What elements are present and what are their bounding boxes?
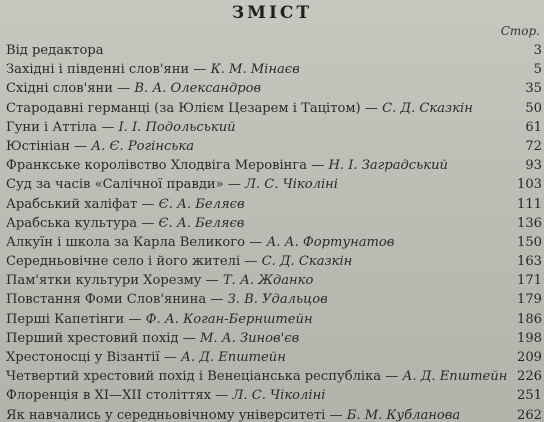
entry-page-number: 93 <box>525 158 542 174</box>
toc-entry-text <box>6 348 512 367</box>
entry-title: Середньовічне село і його жителі — <box>6 254 262 270</box>
entry-author: А. Д. Епштейн <box>402 369 508 385</box>
table-of-contents <box>6 41 544 422</box>
entry-page-number: 72 <box>525 138 542 154</box>
entry-title: Юстініан — <box>6 138 92 154</box>
entry-page-number: 5 <box>533 62 542 78</box>
entry-author: Ф. А. Коган-Бернштейн <box>145 311 313 327</box>
toc-entry-text <box>6 175 512 194</box>
entry-author: Л. С. Чіколіні <box>232 388 326 404</box>
toc-entry <box>6 406 544 422</box>
entry-page-number: 251 <box>517 388 542 404</box>
entry-page-number: 209 <box>517 350 542 365</box>
entry-title: Західні і південні слов'яни — <box>6 62 211 78</box>
entry-author: А. Д. Епштейн <box>181 350 286 365</box>
entry-title: Франкське королівство Хлодвіга Меровінга — <box>6 158 329 174</box>
entry-title: Алкуїн і школа за Карла Великого — <box>6 234 267 250</box>
toc-entry-text <box>6 156 512 175</box>
toc-entry-text <box>6 137 512 156</box>
entry-page-number: 136 <box>517 215 542 231</box>
toc-entry <box>6 252 544 271</box>
entry-author: С. Д. Сказкін <box>261 254 353 270</box>
toc-entry-text <box>6 41 512 60</box>
entry-page-number: 226 <box>517 369 542 385</box>
entry-author: Л. С. Чіколіні <box>245 177 338 193</box>
toc-entry-text <box>6 233 512 252</box>
toc-entry <box>6 175 544 194</box>
entry-page-number: 171 <box>517 273 542 289</box>
entry-title: Суд за часів «Салічної правди» — <box>6 177 246 193</box>
entry-page-number: 150 <box>517 234 542 250</box>
entry-page-number: 3 <box>533 43 542 58</box>
entry-author: М. А. Зинов'єв <box>199 330 300 346</box>
entry-page-number: 262 <box>517 407 542 422</box>
toc-entry-text <box>6 79 512 98</box>
toc-entry <box>6 329 544 348</box>
toc-entry-text <box>6 60 512 79</box>
toc-entry <box>6 41 544 60</box>
toc-entry <box>6 348 544 367</box>
entry-author: А. А. Фортунатов <box>266 234 395 250</box>
page-column-label: Стор. <box>500 24 540 38</box>
entry-page-number: 111 <box>517 196 542 212</box>
toc-entry <box>6 310 544 329</box>
toc-entry-text <box>6 214 512 233</box>
toc-entry-text <box>6 271 512 290</box>
entry-author: З. В. Удальцов <box>227 292 328 308</box>
entry-page-number: 186 <box>517 311 542 327</box>
toc-entry <box>6 386 544 405</box>
toc-entry <box>6 156 544 175</box>
entry-author: С. Д. Сказкін <box>382 100 473 116</box>
entry-page-number: 61 <box>525 119 542 135</box>
entry-title: Флоренція в XI—XII століттях — <box>6 388 233 404</box>
entry-title: Від редактора <box>6 43 104 58</box>
entry-page-number: 50 <box>525 100 542 116</box>
toc-entry <box>6 290 544 309</box>
entry-title: Стародавні германці (за Юлієм Цезарем і Тацітом) — <box>6 100 383 116</box>
entry-title: Хрестоносці у Візантії — <box>6 350 182 365</box>
page-title: ЗМІСТ <box>231 3 313 23</box>
entry-author: Є. А. Беляєв <box>158 196 245 212</box>
toc-entry <box>6 137 544 156</box>
entry-author: Б. М. Кубланова <box>346 407 461 422</box>
toc-entry-text <box>6 367 512 386</box>
toc-entry <box>6 367 544 386</box>
entry-author: В. А. Олександров <box>134 81 262 97</box>
toc-entry-text <box>6 252 512 271</box>
entry-page-number: 198 <box>517 330 542 346</box>
toc-entry <box>6 271 544 290</box>
toc-entry <box>6 99 544 118</box>
entry-title: Повстання Фоми Слов'янина — <box>6 292 228 308</box>
entry-page-number: 179 <box>517 292 542 308</box>
toc-entry-text <box>6 99 512 118</box>
entry-title: Як навчались у середньовічному університеті — <box>6 407 347 422</box>
toc-entry-text <box>6 310 512 329</box>
toc-entry-text <box>6 406 512 422</box>
entry-author: Є. А. Беляєв <box>158 215 245 231</box>
toc-entry <box>6 60 544 79</box>
toc-entry <box>6 79 544 98</box>
entry-title: Пам'ятки культури Хорезму — <box>6 273 223 289</box>
entry-title: Гуни і Аттіла — <box>6 119 119 135</box>
entry-author: І. І. Подольський <box>118 119 236 135</box>
entry-page-number: 35 <box>525 81 542 97</box>
entry-author: К. М. Мінаєв <box>210 62 300 78</box>
entry-title: Арабська культура — <box>6 215 159 231</box>
toc-entry <box>6 214 544 233</box>
entry-title: Перший хрестовий похід — <box>6 330 200 346</box>
entry-page-number: 163 <box>517 254 542 270</box>
toc-entry-text <box>6 386 512 405</box>
entry-title: Арабський халіфат — <box>6 196 159 212</box>
toc-entry <box>6 118 544 137</box>
toc-entry <box>6 195 544 214</box>
entry-author: Н. І. Заградський <box>328 158 448 174</box>
toc-entry-text <box>6 195 512 214</box>
entry-title: Перші Капетінги — <box>6 311 146 327</box>
toc-entry-text <box>6 118 512 137</box>
entry-author: Т. А. Жданко <box>222 273 314 289</box>
toc-entry-text <box>6 290 512 309</box>
entry-title: Східні слов'яни — <box>6 81 135 97</box>
toc-entry <box>6 233 544 252</box>
toc-entry-text <box>6 329 512 348</box>
entry-page-number: 103 <box>517 177 542 193</box>
entry-title: Четвертий хрестовий похід і Венеціанська республіка — <box>6 369 403 385</box>
entry-author: А. Є. Рогінська <box>91 138 195 154</box>
